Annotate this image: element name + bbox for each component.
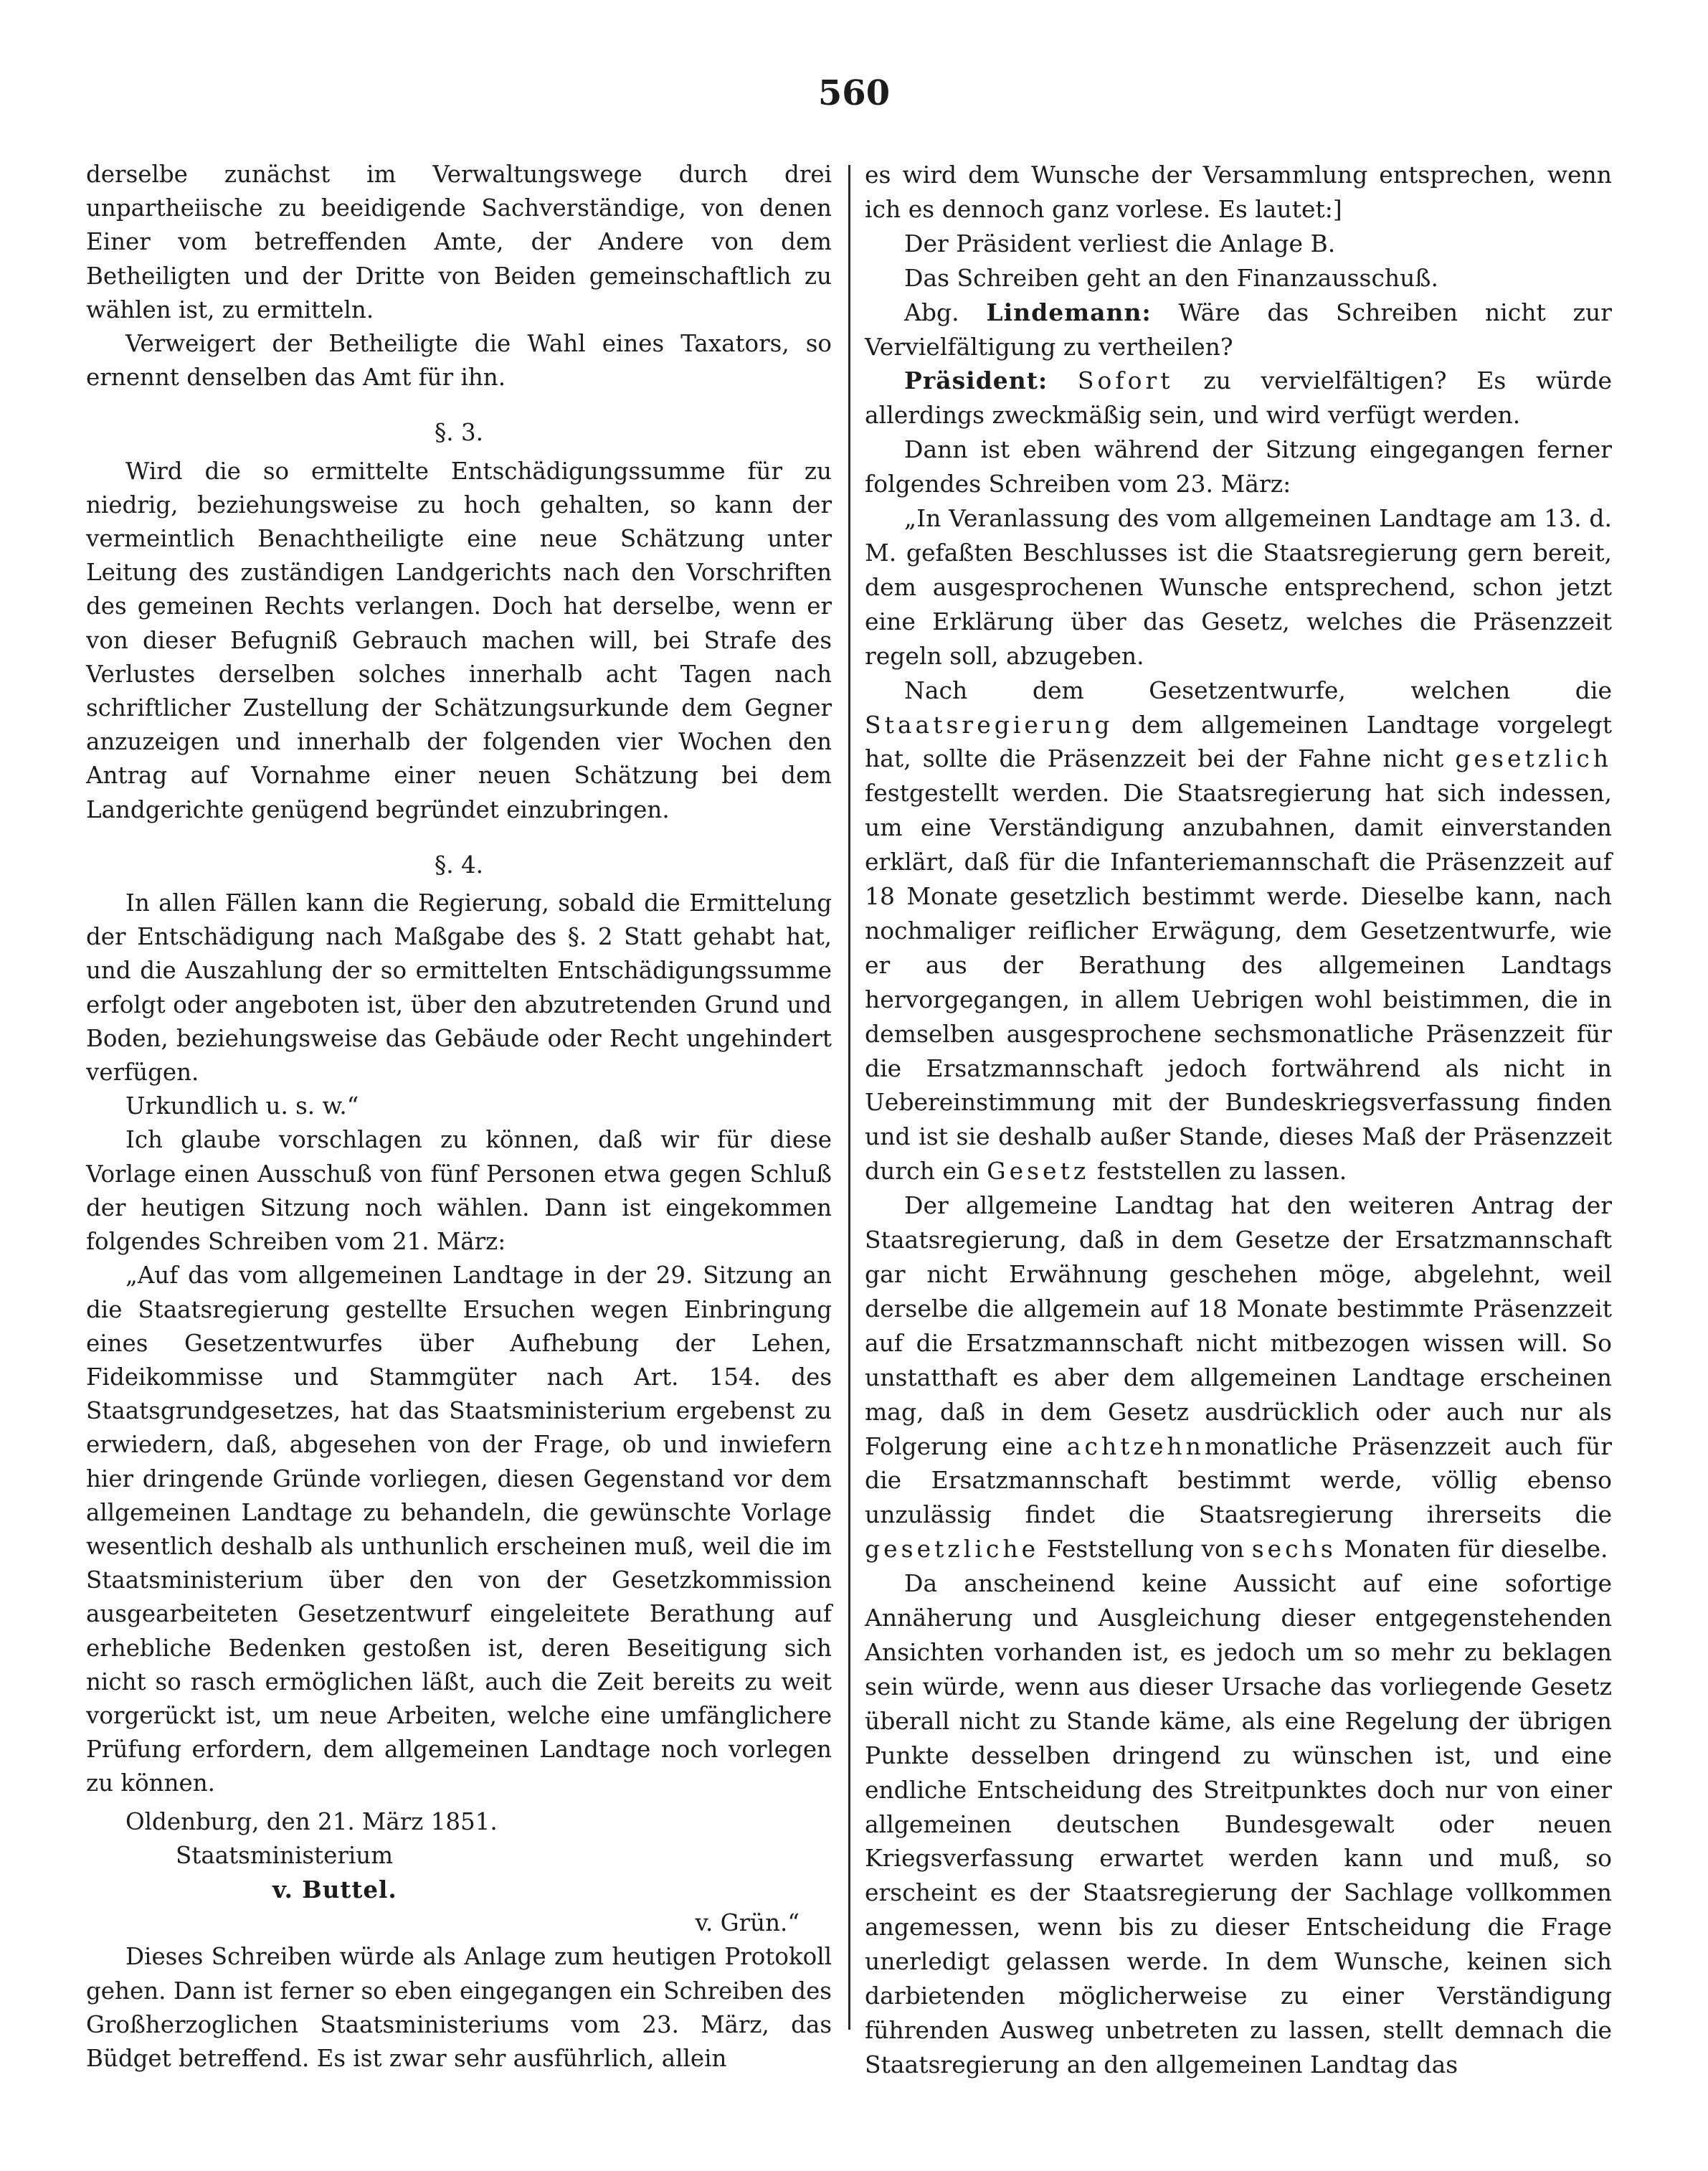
speech-text: Wäre das Schreiben nicht zur Vervielfältigung zu vertheilen? (865, 298, 1612, 361)
emphasized-word: sechs (1251, 1535, 1337, 1564)
right-column (865, 158, 1612, 2082)
text-run: festgestellt werden. Die Staatsregierung hat sich indessen, um eine Verständigung anzubahnen, damit einverstanden erklärt, daß für die Infanteriemannschaft die Präsenzzeit auf 18 Monate gesetzlich bestimmt werde. Dieselbe kann, nach nochmaliger reiflicher Erwägung, dem Gesetzentwurfe, wie er aus der Berathung des allgemeinen Landtags hervorgegangen, in allem Uebrigen wohl beistimmen, die in demselben ausgesprochene sechsmonatliche Präsenzzeit für die Ersatzmannschaft jedoch fortwährend als nicht in Uebereinstimmung mit der Bundeskriegsverfassung finden und ist sie deshalb außer Stande, dieses Maß der Präsenzzeit durch ein (865, 779, 1612, 1186)
text-run: Monaten für dieselbe. (1344, 1535, 1608, 1564)
emphasized-word: gesetzliche (865, 1535, 1040, 1564)
emphasized-word: Gesetz (987, 1157, 1090, 1186)
speech-text: zu vervielfältigen? Es würde allerdings zweckmäßig sein, und wird verfügt werden. (865, 366, 1612, 430)
text-run: Nach dem Gesetzentwurfe, welchen die (904, 676, 1612, 704)
text-run: Feststellung von (1046, 1535, 1245, 1564)
paragraph: derselbe zunächst im Verwaltungswege durch drei unpartheiische zu beeidigende Sachverständige, von denen Einer vom betreffenden Amte, der Andere von dem Betheiligten und der Dritte von Beiden gemeinschaftlich zu wählen ist, zu ermitteln. (86, 161, 832, 323)
speaker-name: Lindemann: (986, 298, 1152, 326)
section-heading: §. 4. (435, 851, 483, 879)
text-run: Der allgemeine Landtag hat den weiteren Antrag der Staatsregierung, daß in dem Gesetze der Ersatzmannschaft gar nicht Erwähnung geschehen möge, abgelehnt, weil derselbe die allgemein auf 18 Monate bestimmte Präsenzzeit auf die Ersatzmannschaft nicht mitbezogen wissen will. So unstatthaft es aber dem allgemeinen Landtage erscheinen mag, daß in dem Gesetz ausdrücklich oder auch nur als Folgerung eine (865, 1191, 1612, 1460)
letter-sender: Staatsministerium (176, 1841, 394, 1869)
paragraph: Ich glaube vorschlagen zu können, daß wir für diese Vorlage einen Ausschuß von fünf Personen etwa gegen Schluß der heutigen Sitzung noch wählen. Dann ist eingekommen folgendes Schreiben vom 21. März: (86, 1126, 832, 1256)
paragraph: Verweigert der Betheiligte die Wahl eines Taxators, so ernennt denselben das Amt für ihn. (86, 330, 832, 392)
speaker-paragraph (865, 295, 1612, 364)
paragraph (865, 673, 1612, 1189)
paragraph: Urkundlich u. s. w.“ (125, 1092, 359, 1120)
speaker-paragraph (865, 364, 1612, 432)
letter-date: Oldenburg, den 21. März 1851. (125, 1807, 498, 1835)
emphasized-word: achtzehn (1066, 1432, 1205, 1460)
paragraph: Dann ist eben während der Sitzung eingegangen ferner folgendes Schreiben vom 23. März: (865, 435, 1612, 498)
left-column (86, 158, 832, 2076)
paragraph: es wird dem Wunsche der Versammlung entsprechen, wenn ich es dennoch ganz vorlese. Es lautet:] (865, 161, 1612, 223)
signature-name: v. Grün.“ (695, 1909, 800, 1937)
text-run: dem allgemeinen Landtage vorgelegt hat, sollte die Präsenzzeit bei der Fahne nicht (865, 710, 1612, 773)
quoted-letter: „In Veranlassung des vom allgemeinen Landtage am 13. d. M. gefaßten Beschlusses ist die Staatsregierung gern bereit, dem ausgesprochenen Wunsche entsprechend, schon jetzt eine Erklärung über das Gesetz, welches die Präsenzzeit regeln soll, abzugeben. (865, 504, 1612, 670)
paragraph: Der Präsident verliest die Anlage B. (904, 229, 1336, 257)
paragraph (865, 1188, 1612, 1566)
text-run: monatliche Präsenzzeit auch für die Ersatzmannschaft bestimmt werde, völlig ebenso unzulässig findet die Staatsregierung ihrerseits die (865, 1432, 1612, 1529)
page-number: 560 (817, 73, 891, 113)
text-run: feststellen zu lassen. (1096, 1157, 1347, 1186)
paragraph: Das Schreiben geht an den Finanzausschuß. (904, 263, 1438, 292)
emphasized-word: gesetzlich (1455, 744, 1612, 773)
paragraph: Wird die so ermittelte Entschädigungssumme für zu niedrig, beziehungsweise zu hoch gehalten, so kann der vermeintlich Benachtheiligte eine neue Schätzung unter Leitung des zuständigen Landgerichts nach den Vorschriften des gemeinen Rechts verlangen. Doch hat derselbe, wenn er von dieser Befugniß Gebrauch machen will, bei Strafe des Verlustes derselben solches innerhalb acht Tagen nach schriftlicher Zustellung der Schätzungsurkunde dem Gegner anzuzeigen und innerhalb der folgenden vier Wochen den Antrag auf Vornahme einer neuen Schätzung bei dem Landgerichte genügend begründet einzubringen. (86, 457, 832, 823)
emphasized-word: Sofort (1077, 366, 1174, 395)
section-heading: §. 3. (435, 419, 483, 447)
paragraph: Da anscheinend keine Aussicht auf eine sofortige Annäherung und Ausgleichung dieser entgegenstehenden Ansichten vorhanden ist, es jedoch um so mehr zu beklagen sein würde, wenn aus dieser Ursache das vorliegende Gesetz überall nicht zu Stande käme, als eine Regelung der übrigen Punkte desselben dringend zu wünschen ist, und eine endliche Entscheidung des Streitpunktes doch nur von einer allgemeinen deutschen Bundesgewalt oder neuen Kriegsverfassung erwartet werden kann und muß, so erscheint es der Staatsregierung der Sachlage vollkommen angemessen, wenn bis zu dieser Entscheidung die Frage unerledigt gelassen werde. In dem Wunsche, keinen sich darbietenden möglicherweise zu einer Verständigung führenden Ausweg unbetreten zu lassen, stellt demnach die Staatsregierung an den allgemeinen Landtag das (865, 1569, 1612, 2078)
signature-name: v. Buttel. (272, 1875, 397, 1903)
paragraph: In allen Fällen kann die Regierung, sobald die Ermittelung der Entschädigung nach Maßgabe des §. 2 Statt gehabt hat, und die Auszahlung der so ermittelten Entschädigungssumme erfolgt oder angeboten ist, über den abzutretenden Grund und Boden, beziehungsweise das Gebäude oder Recht ungehindert verfügen. (86, 889, 832, 1087)
paragraph: Dieses Schreiben würde als Anlage zum heutigen Protokoll gehen. Dann ist ferner so eben eingegangen ein Schreiben des Großherzoglichen Staatsministeriums vom 23. März, das Büdget betreffend. Es ist zwar sehr ausführlich, allein (86, 1943, 832, 2072)
speaker-name: Präsident: (904, 366, 1048, 395)
column-divider (848, 165, 850, 2030)
speaker-prefix: Abg. (904, 298, 959, 326)
emphasized-word: Staatsregierung (865, 710, 1114, 739)
quoted-letter: „Auf das vom allgemeinen Landtage in der 29. Sitzung an die Staatsregierung gestellte Ersuchen wegen Einbringung eines Gesetzentwurfes über Aufhebung der Lehen, Fideikommisse und Stammgüter nach Art. 154. des Staatsgrundgesetzes, hat das Staatsministerium ergebenst zu erwiedern, daß, abgesehen von der Frage, ob und inwiefern hier dringende Gründe vorliegen, diesen Gegenstand vor dem allgemeinen Landtage zu behandeln, die gewünschte Vorlage wesentlich deshalb als unthunlich erscheinen muß, weil die im Staatsministerium über den von der Gesetzkommission ausgearbeiteten Gesetzentwurf eingeleitete Berathung auf erhebliche Bedenken gestoßen ist, deren Beseitigung sich nicht so rasch ermöglichen läßt, auch die Zeit bereits zu weit vorgerückt ist, um neue Arbeiten, welche eine umfänglichere Prüfung erfordern, dem allgemeinen Landtage noch vorlegen zu können. (86, 1262, 832, 1797)
